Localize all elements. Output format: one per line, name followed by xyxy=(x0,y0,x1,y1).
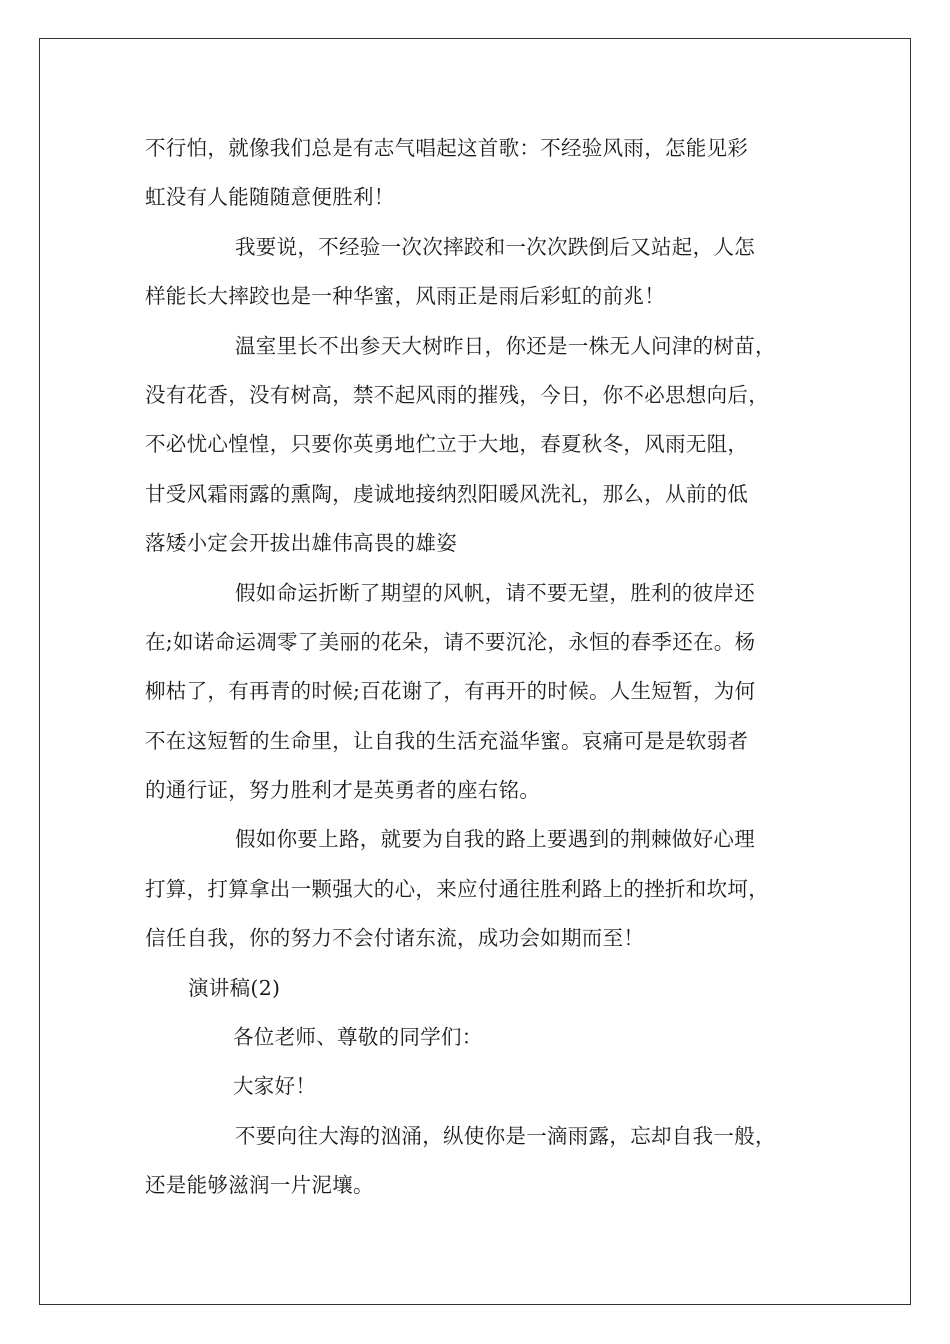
section-heading: 演讲稿(2) xyxy=(188,975,281,1000)
paragraph-line: 在;如诺命运凋零了美丽的花朵，请不要沉沦，永恒的春季还在。杨 xyxy=(145,629,756,654)
paragraph-line: 我要说，不经验一次次摔跤和一次次跌倒后又站起，人怎 xyxy=(235,234,755,259)
paragraph-line: 打算，打算拿出一颗强大的心，来应付通往胜利路上的挫折和坎坷， xyxy=(145,876,769,901)
paragraph-line: 还是能够滋润一片泥壤。 xyxy=(145,1173,374,1198)
paragraph-line: 柳枯了，有再青的时候;百花谢了，有再开的时候。人生短暂，为何 xyxy=(145,679,756,704)
salutation-line: 各位老师、尊敬的同学们： xyxy=(233,1025,483,1050)
paragraph-line: 虹没有人能随随意便胜利！ xyxy=(145,185,395,210)
paragraph-line: 落矮小定会开拔出雄伟高畏的雄姿 xyxy=(145,531,457,556)
paragraph-line: 信任自我，你的努力不会付诸东流，成功会如期而至！ xyxy=(145,926,645,951)
paragraph-line: 不行怕，就像我们总是有志气唱起这首歌：不经验风雨，怎能见彩 xyxy=(145,136,749,160)
paragraph-line: 样能长大摔跤也是一种华蜜，风雨正是雨后彩虹的前兆！ xyxy=(145,284,665,309)
paragraph-line: 温室里长不出参天大树昨日，你还是一株无人问津的树苗， xyxy=(235,333,776,358)
paragraph-line: 的通行证，努力胜利才是英勇者的座右铭。 xyxy=(145,778,541,803)
greeting-line: 大家好！ xyxy=(233,1074,317,1099)
paragraph-line: 不必忧心惶惶，只要你英勇地伫立于大地，春夏秋冬，风雨无阻， xyxy=(145,432,749,457)
paragraph-line: 没有花香，没有树高，禁不起风雨的摧残，今日，你不必思想向后， xyxy=(145,382,769,407)
document-body xyxy=(145,124,825,1211)
paragraph-line: 甘受风霜雨露的熏陶，虔诚地接纳烈阳暖风洗礼，那么，从前的低 xyxy=(145,481,749,506)
paragraph-line: 不要向往大海的汹涌，纵使你是一滴雨露，忘却自我一般， xyxy=(235,1123,776,1148)
paragraph-line: 假如命运折断了期望的风帆，请不要无望，胜利的彼岸还 xyxy=(235,580,755,605)
paragraph-line: 假如你要上路，就要为自我的路上要遇到的荆棘做好心理 xyxy=(235,827,755,852)
paragraph-line: 不在这短暂的生命里，让自我的生活充溢华蜜。哀痛可是是软弱者 xyxy=(145,728,749,753)
